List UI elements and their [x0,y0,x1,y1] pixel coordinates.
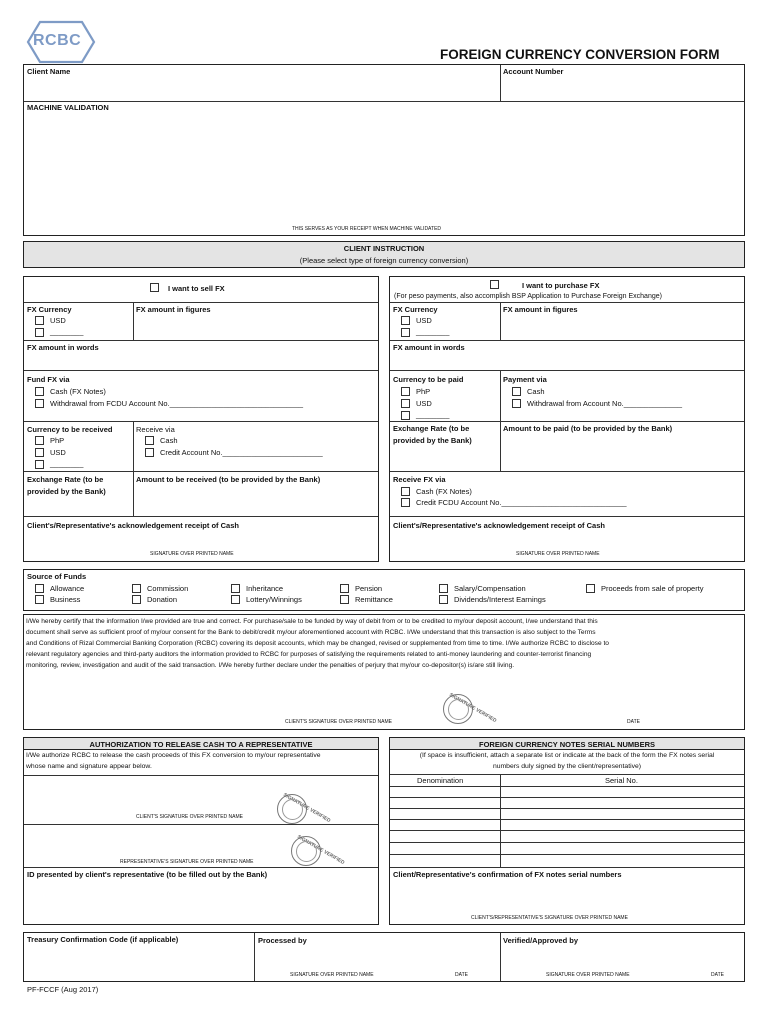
purchase-other-currency-blank[interactable]: ________ [416,327,450,336]
authorization-text-2: whose name and signature appear below. [26,763,152,770]
fund-lottery-checkbox[interactable] [231,595,240,604]
received-other-blank[interactable]: ________ [50,459,84,468]
sell-fund-fx-via-label: Fund FX via [27,375,70,384]
client-instruction-subtitle: (Please select type of foreign currency conversion) [299,256,469,265]
sell-other-currency-checkbox[interactable] [35,328,44,337]
purchase-fx-checkbox[interactable] [490,280,499,289]
receive-fx-cash-label: Cash (FX Notes) [416,487,472,496]
processed-signature-caption: SIGNATURE OVER PRINTED NAME [290,972,374,978]
currency-to-be-paid-label: Currency to be paid [393,375,464,384]
authorization-text-1: I/We authorize RCBC to release the cash proceeds of this FX conversion to my/our representative [26,752,321,759]
certification-client-signature-caption: CLIENT'S SIGNATURE OVER PRINTED NAME [285,719,392,725]
received-php-label: PhP [50,436,65,445]
fund-allowance-checkbox[interactable] [35,584,44,593]
fund-pension-label: Pension [355,584,383,593]
fund-dividends-checkbox[interactable] [439,595,448,604]
client-name-label: Client Name [27,67,71,76]
sell-withdrawal-label[interactable]: Withdrawal from FCDU Account No.________________________________ [50,399,304,408]
rcbc-logo [26,20,96,64]
fund-commission-checkbox[interactable] [132,584,141,593]
fund-proceeds-label: Proceeds from sale of property [601,584,704,593]
received-php-checkbox[interactable] [35,436,44,445]
paid-php-checkbox[interactable] [401,387,410,396]
authorization-client-signature-caption: CLIENT'S SIGNATURE OVER PRINTED NAME [136,814,243,820]
account-number-field[interactable] [503,78,741,98]
sell-signature-caption: SIGNATURE OVER PRINTED NAME [150,551,234,557]
representative-signature-caption: REPRESENTATIVE'S SIGNATURE OVER PRINTED NAME [120,859,254,865]
account-number-label: Account Number [503,67,564,76]
client-name-field[interactable] [26,78,496,98]
client-signature-verified-stamp-icon: SIGNATURE VERIFIED [277,794,307,824]
fund-salary-checkbox[interactable] [439,584,448,593]
sell-usd-checkbox[interactable] [35,316,44,325]
source-of-funds-title: Source of Funds [27,572,87,581]
paid-other-checkbox[interactable] [401,411,410,420]
certification-line-5: monitoring, review, investigation and audit of the said transaction. I/We hereby further declare under the penalties of perjury that my/our co-depositor(s) is/are still living. [26,662,515,669]
receive-via-label: Receive via [136,425,175,434]
certification-date-caption: DATE [627,719,640,725]
sell-cash-notes-label: Cash (FX Notes) [50,387,106,396]
purchase-fx-currency-label: FX Currency [393,305,438,314]
fund-business-checkbox[interactable] [35,595,44,604]
fund-business-label: Business [50,595,81,604]
fund-donation-checkbox[interactable] [132,595,141,604]
paid-php-label: PhP [416,387,431,396]
processed-by-label: Processed by [258,936,307,945]
purchase-exchange-rate-label-2: provided by the Bank) [393,436,472,445]
certification-line-4: relevant regulatory agencies and third-party auditors the information provided to RCBC for purposes of satisfying the requirements related to anti-money laundering and counter-terrorist financing [26,651,592,658]
form-code-footer: PF-FCCF (Aug 2017) [27,985,99,994]
received-other-checkbox[interactable] [35,460,44,469]
received-usd-checkbox[interactable] [35,448,44,457]
serial-confirmation-label: Client/Representative's confirmation of FX notes serial numbers [393,870,622,879]
fund-lottery-label: Lottery/Winnings [246,595,302,604]
denomination-header: Denomination [417,776,464,785]
purchase-fx-amount-words-label: FX amount in words [393,343,465,352]
received-usd-label: USD [50,448,66,457]
fund-remittance-label: Remittance [355,595,393,604]
processed-date-caption: DATE [455,972,468,978]
fund-proceeds-checkbox[interactable] [586,584,595,593]
paid-usd-checkbox[interactable] [401,399,410,408]
treasury-confirmation-label: Treasury Confirmation Code (if applicable) [27,935,179,944]
payment-cash-checkbox[interactable] [512,387,521,396]
purchase-exchange-rate-label: Exchange Rate (to be [393,424,470,433]
serial-no-header: Serial No. [605,776,638,785]
verified-approved-by-label: Verified/Approved by [503,936,579,945]
receive-credit-account-label[interactable]: Credit Account No.________________________ [160,448,323,457]
fund-salary-label: Salary/Compensation [454,584,526,593]
sell-exchange-rate-label-2: provided by the Bank) [27,487,106,496]
payment-withdrawal-label[interactable]: Withdrawal from Account No.______________ [527,399,683,408]
receive-credit-checkbox[interactable] [145,448,154,457]
fund-inheritance-checkbox[interactable] [231,584,240,593]
certification-line-1: I/We hereby certify that the information I/we provided are true and correct. For purchase/sale to be funded by way of debit from or to be credited to my/our deposit account, I/we understand that this [26,618,598,625]
fund-pension-checkbox[interactable] [340,584,349,593]
paid-usd-label: USD [416,399,432,408]
sell-fx-title: I want to sell FX [168,284,225,293]
receive-cash-checkbox[interactable] [145,436,154,445]
authorization-title: AUTHORIZATION TO RELEASE CASH TO A REPRESENTATIVE [89,740,313,749]
serial-signature-caption: CLIENT'S/REPRESENTATIVE'S SIGNATURE OVER PRINTED NAME [471,915,628,921]
logo-text: RCBC [33,32,82,49]
id-presented-label: ID presented by client's representative (to be filled out by the Bank) [27,870,268,879]
paid-other-blank[interactable]: ________ [416,410,450,419]
certification-line-3: and Conditions of Rizal Commercial Banking Corporation (RCBC) covering its deposit accounts, which may be changed, revised or supplemented from time to time. I/We authorize RCBC to disclose to [26,640,609,647]
client-instruction-title: CLIENT INSTRUCTION [343,244,425,253]
form-title: FOREIGN CURRENCY CONVERSION FORM [440,47,720,62]
sell-fx-currency-label: FX Currency [27,305,72,314]
fund-commission-label: Commission [147,584,189,593]
representative-signature-verified-stamp-icon: SIGNATURE VERIFIED [291,836,321,866]
purchase-usd-label: USD [416,316,432,325]
fund-allowance-label: Allowance [50,584,85,593]
serial-numbers-note-2: numbers duly signed by the client/representative) [492,763,642,770]
receive-cash-label: Cash [160,436,178,445]
payment-withdrawal-checkbox[interactable] [512,399,521,408]
verified-date-caption: DATE [711,972,724,978]
serial-numbers-note-1: (If space is insufficient, attach a separate list or indicate at the back of the form the FX notes serial [419,752,715,759]
sell-exchange-rate-label: Exchange Rate (to be [27,475,104,484]
receive-fx-credit-label[interactable]: Credit FCDU Account No.______________________________ [416,498,627,507]
receipt-note: THIS SERVES AS YOUR RECEIPT WHEN MACHINE VALIDATED [292,226,442,232]
certification-line-2: document shall serve as sufficient proof of my/our consent for the Bank to debit/credit my/our aforementioned account with RCBC. I/We understand that this transaction is also subject to the Terms [26,629,596,636]
fund-donation-label: Donation [147,595,178,604]
payment-cash-label: Cash [527,387,545,396]
signature-verified-stamp-icon: SIGNATURE VERIFIED [443,694,473,724]
purchase-signature-caption: SIGNATURE OVER PRINTED NAME [516,551,600,557]
amount-to-be-paid-label: Amount to be paid (to be provided by the Bank) [503,424,673,433]
currency-to-be-received-label: Currency to be received [27,425,113,434]
purchase-fx-note: (For peso payments, also accomplish BSP Application to Purchase Foreign Exchange) [394,293,662,300]
sell-withdrawal-checkbox[interactable] [35,399,44,408]
receive-fx-credit-checkbox[interactable] [401,498,410,507]
purchase-usd-checkbox[interactable] [401,316,410,325]
purchase-fx-title: I want to purchase FX [522,281,600,290]
sell-usd-label: USD [50,316,66,325]
receive-fx-cash-checkbox[interactable] [401,487,410,496]
sell-cash-notes-checkbox[interactable] [35,387,44,396]
fund-dividends-label: Dividends/Interest Earnings [454,595,546,604]
purchase-fx-amount-figures-label: FX amount in figures [503,305,578,314]
sell-fx-checkbox[interactable] [150,283,159,292]
receive-fx-via-label: Receive FX via [393,475,446,484]
amount-to-be-received-label: Amount to be received (to be provided by the Bank) [136,475,321,484]
serial-numbers-title: FOREIGN CURRENCY NOTES SERIAL NUMBERS [479,740,655,749]
machine-validation-label: MACHINE VALIDATION [27,103,109,112]
sell-acknowledgement-label: Client's/Representative's acknowledgement receipt of Cash [27,521,239,530]
purchase-other-currency-checkbox[interactable] [401,328,410,337]
sell-fx-panel [23,276,379,562]
verified-signature-caption: SIGNATURE OVER PRINTED NAME [546,972,630,978]
sell-other-currency-blank[interactable]: ________ [50,327,84,336]
fund-remittance-checkbox[interactable] [340,595,349,604]
purchase-acknowledgement-label: Client's/Representative's acknowledgement receipt of Cash [393,521,605,530]
sell-fx-amount-words-label: FX amount in words [27,343,99,352]
payment-via-label: Payment via [503,375,547,384]
purchase-fx-panel [389,276,745,562]
fund-inheritance-label: Inheritance [246,584,284,593]
sell-fx-amount-figures-label: FX amount in figures [136,305,211,314]
